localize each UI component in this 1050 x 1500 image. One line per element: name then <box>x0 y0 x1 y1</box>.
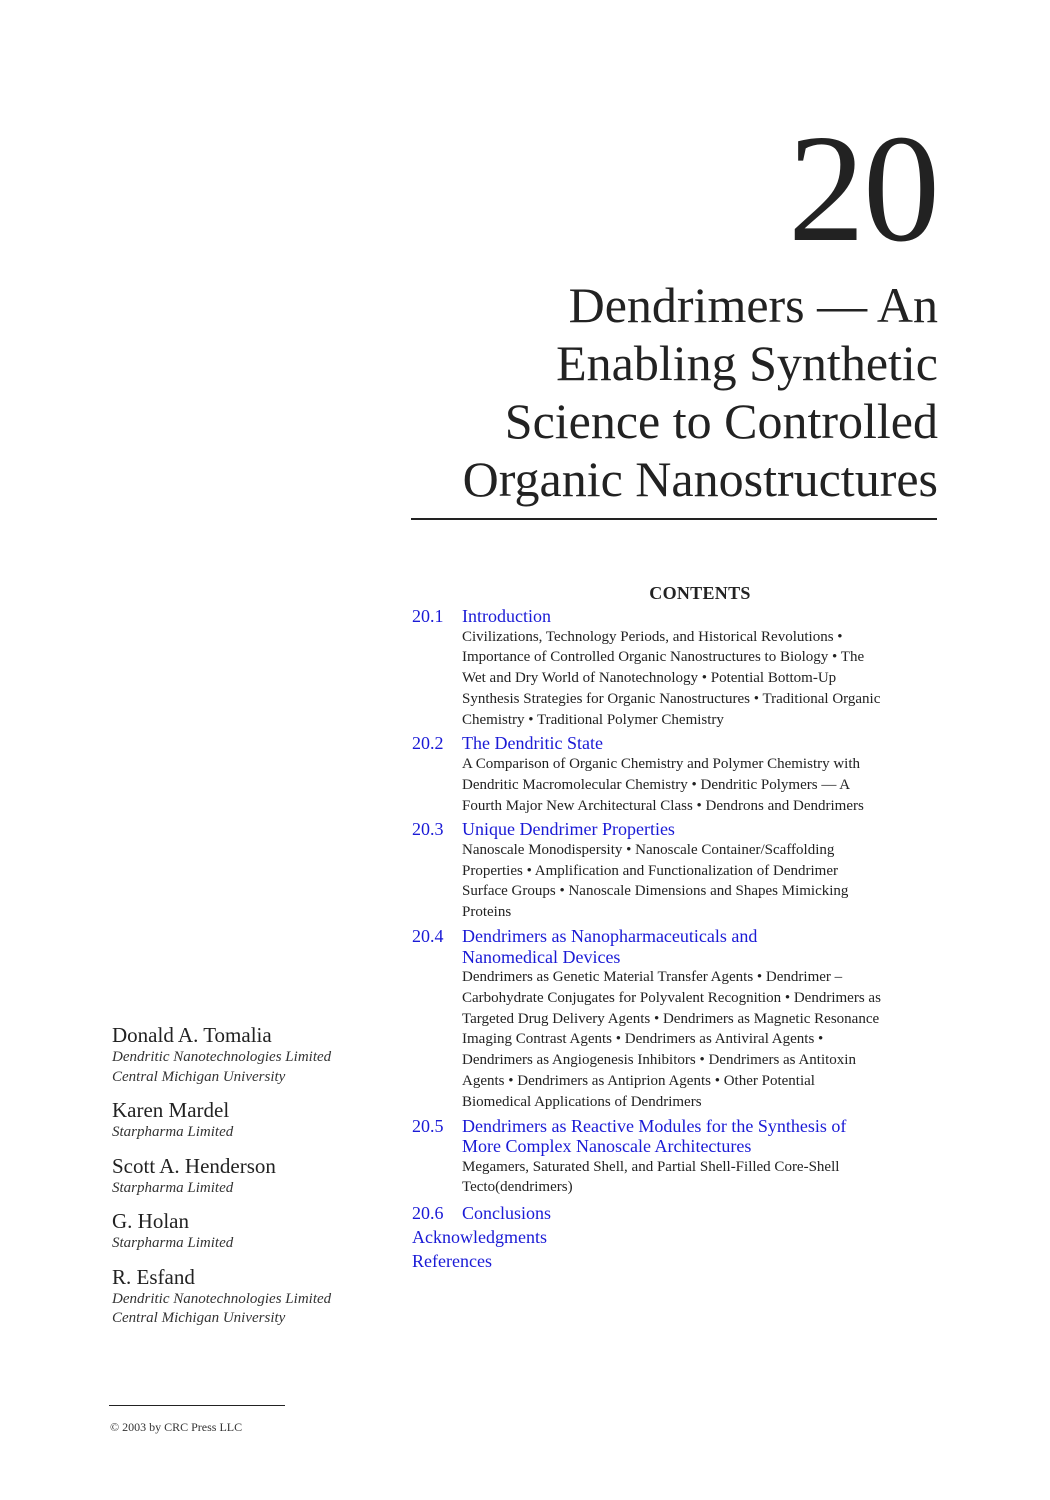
author-affiliation: Central Michigan University <box>112 1310 286 1326</box>
chapter-title-line: Organic Nanostructures <box>462 451 938 507</box>
toc-section-description: A Comparison of Organic Chemistry and Polymer Chemistry with Dendritic Macromolecular Chemistry • Dendritic Polymers — A Fourth Major New Architectural Class • Dendrons and Dendrimers <box>462 755 864 814</box>
chapter-number: 20 <box>788 104 938 274</box>
author-list <box>112 1022 382 1339</box>
toc-link-unique-properties[interactable] <box>412 819 882 840</box>
title-divider <box>411 518 937 520</box>
toc-section-number: 20.2 <box>412 733 444 754</box>
copyright-notice: © 2003 by CRC Press LLC <box>110 1420 243 1434</box>
chapter-title-line: Science to Controlled <box>504 393 938 449</box>
toc-link-acknowledgments[interactable]: Acknowledgments <box>412 1227 547 1248</box>
chapter-title-line: Dendrimers — An <box>568 277 938 333</box>
toc-entry-20-1 <box>412 606 882 730</box>
toc-section-title: Conclusions <box>462 1203 552 1224</box>
toc-section-title: Unique Dendrimer Properties <box>462 819 675 840</box>
author-block <box>112 1264 382 1329</box>
toc-section-number: 20.6 <box>412 1203 444 1224</box>
author-block <box>112 1153 382 1199</box>
toc-section-description: Megamers, Saturated Shell, and Partial Shell-Filled Core-Shell Tecto(dendrimers) <box>462 1158 840 1196</box>
author-affiliation: Starpharma Limited <box>112 1235 234 1251</box>
footer-divider <box>109 1405 285 1406</box>
toc-section-title: Dendrimers as Nanopharmaceuticals and Nanomedical Devices <box>462 926 758 967</box>
toc-section-number: 20.4 <box>412 926 444 947</box>
toc-link-dendritic-state[interactable] <box>412 733 882 754</box>
author-name: Karen Mardel <box>112 1098 230 1122</box>
chapter-title <box>378 276 938 508</box>
toc-entry-20-6 <box>412 1201 882 1225</box>
toc-section-title: Dendrimers as Reactive Modules for the Synthesis of More Complex Nanoscale Architectures <box>462 1115 847 1157</box>
toc-link-reactive-modules[interactable] <box>412 1116 882 1157</box>
author-affiliation: Central Michigan University <box>112 1068 286 1085</box>
contents-heading: CONTENTS <box>649 583 751 603</box>
toc-link-references[interactable]: References <box>412 1251 492 1272</box>
toc-entry-20-5 <box>412 1116 882 1199</box>
toc-link-nanopharmaceuticals[interactable] <box>412 926 882 967</box>
toc-section-description: Civilizations, Technology Periods, and Historical Revolutions • Importance of Controlled Organic Nanostructures to Biology • The Wet and Dry World of Nanotechnology • Potential Bottom-Up Synthesis Strategies for Organic Nanostructures • Traditional Organic Chemistry • Traditional Polymer Chemistry <box>462 628 881 728</box>
author-name: R. Esfand <box>112 1264 195 1289</box>
toc-section-number: 20.5 <box>412 1115 444 1136</box>
author-affiliation: Dendritic Nanotechnologies Limited <box>112 1049 332 1065</box>
toc-section-description: Nanoscale Monodispersity • Nanoscale Container/Scaffolding Properties • Amplification and Functionalization of Dendrimer Surface Groups • Nanoscale Dimensions and Shapes Mimicking Proteins <box>462 841 849 921</box>
toc-link-conclusions[interactable] <box>412 1201 882 1225</box>
toc-link-introduction[interactable] <box>412 606 882 627</box>
table-of-contents <box>412 606 882 1273</box>
toc-section-description: Dendrimers as Genetic Material Transfer Agents • Dendrimer – Carbohydrate Conjugates for Polyvalent Recognition • Dendrimers as Targeted Drug Delivery Agents • Dendrimers as Magnetic Resonance Imaging Contrast Agents • Dendrimers as Antiviral Agents • Dendrimers as Angiogenesis Inhibitors • Dendrimers as Antitoxin Agents • Dendrimers as Antiprion Agents • Other Potential Biomedical Applications of Dendrimers <box>462 969 881 1110</box>
author-block <box>112 1097 382 1143</box>
toc-section-title: Introduction <box>462 606 551 626</box>
toc-entry-20-3 <box>412 819 882 923</box>
author-name: Donald A. Tomalia <box>112 1023 272 1047</box>
author-name: G. Holan <box>112 1209 189 1233</box>
author-block <box>112 1208 382 1254</box>
author-affiliation: Dendritic Nanotechnologies Limited <box>112 1290 332 1307</box>
author-affiliation: Starpharma Limited <box>112 1124 234 1140</box>
toc-section-number: 20.3 <box>412 819 444 840</box>
toc-section-title: The Dendritic State <box>462 733 603 754</box>
toc-section-number: 20.1 <box>412 606 444 626</box>
author-block <box>112 1022 382 1087</box>
toc-entry-20-2 <box>412 733 882 816</box>
chapter-title-line: Enabling Synthetic <box>556 335 938 391</box>
author-affiliation: Starpharma Limited <box>112 1179 234 1196</box>
author-name: Scott A. Henderson <box>112 1153 276 1178</box>
toc-entry-20-4 <box>412 926 882 1113</box>
